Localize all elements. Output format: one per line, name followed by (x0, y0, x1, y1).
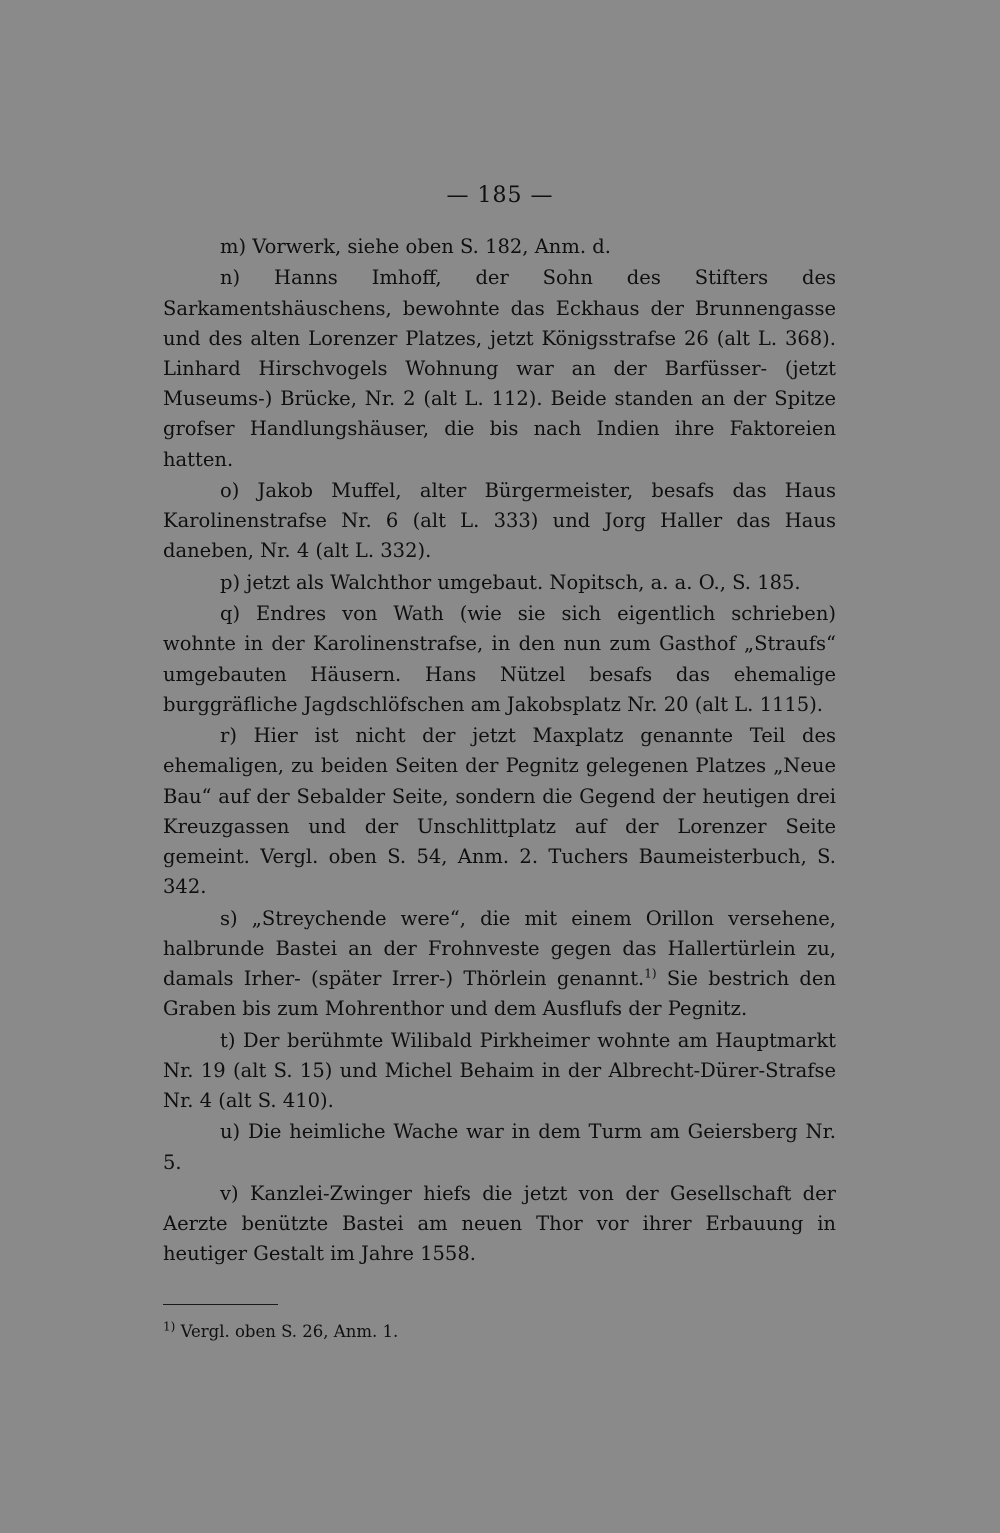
footnote-text: Vergl. oben S. 26, Anm. 1. (175, 1322, 399, 1341)
note-n: n) Hanns Imhoff, der Sohn des Stifters des Sarkamentshäuschens, bewohnte das Eckhaus der Brunnengasse und des alten Lorenzer Platzes, jetzt Königsstrafse 26 (alt L. 368). Linhard Hirschvogels Wohnung war an der Barfüsser- (jetzt Museums-) Brücke, Nr. 2 (alt L. 112). Beide standen an der Spitze grofser Handlungshäuser, die bis nach Indien ihre Faktoreien hatten. (163, 266, 836, 471)
note-s (163, 904, 836, 1025)
note-r: r) Hier ist nicht der jetzt Maxplatz genannte Teil des ehemaligen, zu beiden Seiten der Pegnitz gelegenen Platzes „Neue Bau“ auf der Sebalder Seite, sondern die Gegend der heutigen drei Kreuzgassen und der Unschlittplatz auf der Lorenzer Seite gemeint. Vergl. oben S. 54, Anm. 2. Tuchers Baumeisterbuch, S. 342. (163, 724, 836, 899)
note-v: v) Kanzlei-Zwinger hiefs die jetzt von der Gesellschaft der Aerzte benützte Bastei am neuen Thor vor ihrer Erbauung in heutiger Gestalt im Jahre 1558. (163, 1181, 836, 1266)
footnote-reference: 1) (644, 966, 657, 981)
note-u: u) Die heimliche Wache war in dem Turm am Geiersberg Nr. 5. (163, 1120, 836, 1174)
note-o: o) Jakob Muffel, alter Bürgermeister, besafs das Haus Karolinenstrafse Nr. 6 (alt L. 333) und Jorg Haller das Haus daneben, Nr. 4 (alt L. 332). (163, 479, 836, 563)
note-s-text: s) „Streychende were“, die mit einem Orillon versehene, halbrunde Bastei an der Frohnveste gegen das Hallertürlein zu, damals Irher- (später Irrer-) Thörlein genannt. (163, 906, 836, 990)
note-s-tail: Sie bestrich den Graben bis zum Mohrenthor und dem Ausflufs der Pegnitz. (163, 967, 836, 1021)
footnote-divider (163, 1304, 278, 1305)
notes-body (163, 232, 836, 1271)
footnote-marker: 1) (163, 1319, 176, 1334)
page-number: — 185 — (446, 183, 554, 208)
note-m: m) Vorwerk, siehe oben S. 182, Anm. d. (220, 235, 611, 258)
note-p: p) jetzt als Walchthor umgebaut. Nopitsch, a. a. O., S. 185. (220, 570, 801, 594)
note-q: q) Endres von Wath (wie sie sich eigentlich schrieben) wohnte in der Karolinenstrafse, in den nun zum Gasthof „Straufs“ umgebauten Häusern. Hans Nützel besafs das ehemalige burggräfliche Jagdschlöfschen am Jakobsplatz Nr. 20 (alt L. 1115). (163, 602, 836, 716)
note-t: t) Der berühmte Wilibald Pirkheimer wohnte am Hauptmarkt Nr. 19 (alt S. 15) und Michel Behaim in der Albrecht-Dürer-Strafse Nr. 4 (alt S. 410). (163, 1028, 836, 1112)
footnote (163, 1320, 398, 1344)
